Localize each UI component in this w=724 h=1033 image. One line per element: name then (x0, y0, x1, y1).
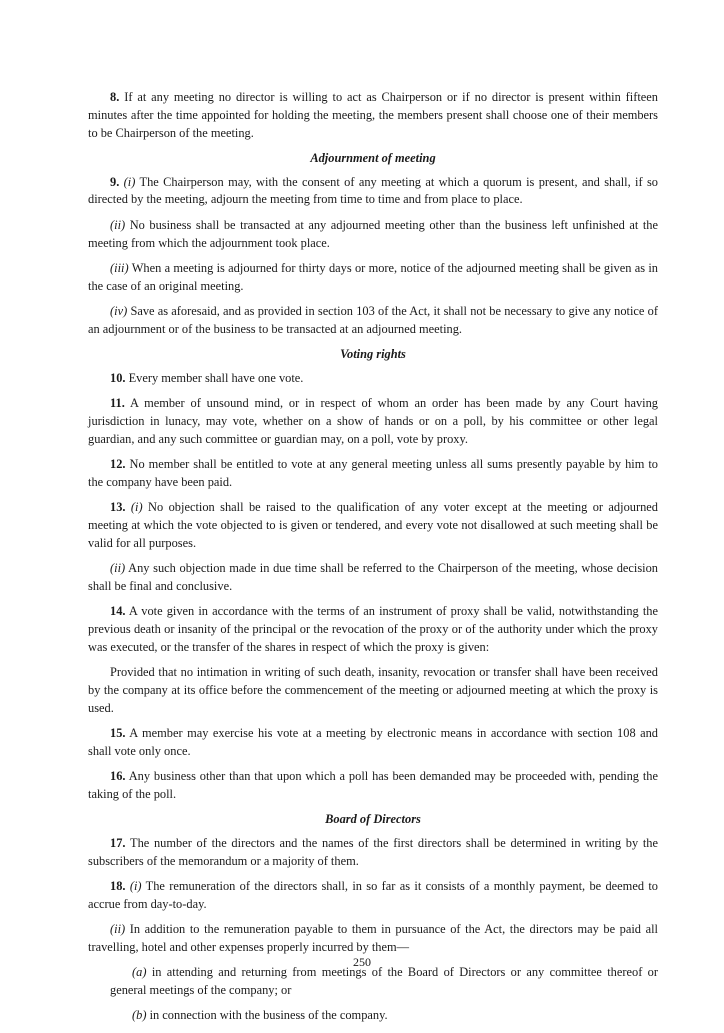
sub-clause-marker: (i) (129, 878, 142, 893)
clause-text: The Chairperson may, with the consent of any meeting at which a quorum is present, and shall, if so directed by the meeting, adjourn the meeting from time to time and from place to place. (88, 174, 659, 207)
clause-paragraph (88, 835, 658, 871)
clause-number: 15. (110, 725, 126, 740)
sub-clause-marker: (iv) (110, 303, 128, 318)
clause-number: 14. (110, 604, 126, 619)
clause-number: 8. (110, 90, 120, 104)
sub-clause-marker: (i) (130, 500, 143, 515)
sub-clause-marker: (ii) (110, 922, 126, 937)
clause-number: 12. (110, 457, 126, 472)
section-heading: Adjournment of meeting (310, 150, 436, 165)
clause-text: The number of the directors and the names of the first directors shall be determined in writing by the subscribers of the memorandum or a majority of them. (88, 835, 659, 868)
clause-number: 11. (110, 396, 125, 411)
clause-paragraph (88, 217, 658, 253)
clause-number: 17. (110, 835, 126, 850)
clause-paragraph (88, 456, 658, 492)
clause-paragraph (88, 260, 658, 296)
clause-number: 18. (110, 878, 126, 893)
clause-text: Every member shall have one vote. (128, 370, 304, 385)
clause-paragraph (88, 174, 658, 210)
clause-text: A vote given in accordance with the terms of an instrument of proxy shall be valid, notwithstanding the previous death or insanity of the principal or the revocation of the proxy or of the authority under which the proxy was executed, or the transfer of the shares in respect of which the proxy is given: (88, 604, 658, 654)
clause-text: A member of unsound mind, or in respect of whom an order has been made by any Court having jurisdiction in lunacy, may vote, whether on a show of hands or on a poll, by his committee or other legal guardian, and any such committee or guardian may, on a poll, vote by proxy. (88, 396, 658, 446)
clause-number: 16. (110, 769, 126, 783)
sub-clause-marker: (a) (132, 965, 147, 980)
clause-text: in connection with the business of the company. (149, 1008, 388, 1023)
clause-paragraph (88, 89, 658, 142)
clause-paragraph (88, 395, 658, 448)
clause-text: Save as aforesaid, and as provided in section 103 of the Act, it shall not be necessary to give any notice of an adjournment or of the business to be transacted at an adjourned meeting. (88, 303, 658, 336)
clause-paragraph (88, 664, 658, 717)
clause-text: If at any meeting no director is willing to act as Chairperson or if no director is present within fifteen minutes after the time appointed for holding the meeting, the members present shall choose one of their members to be Chairperson of the meeting. (88, 90, 658, 140)
document-body (88, 89, 658, 1033)
clause-text: in attending and returning from meetings of the Board of Directors or any committee thereof or general meetings of the company; or (110, 965, 658, 997)
clause-text: No objection shall be raised to the qualification of any voter except at the meeting or adjourned meeting at which the vote objected to is given or tendered, and every vote not disallowed at such meeting shall be valid for all purposes. (88, 500, 658, 550)
clause-paragraph (88, 603, 658, 656)
clause-paragraph (88, 725, 658, 761)
clause-text: No member shall be entitled to vote at any general meeting unless all sums presently payable by him to the company have been paid. (88, 457, 658, 489)
clause-number: 10. (110, 370, 126, 385)
sub-clause (88, 1007, 658, 1025)
page-number: 250 (353, 955, 371, 969)
clause-paragraph (88, 303, 658, 339)
sub-clause-marker: (ii) (110, 561, 126, 576)
clause-number: 9. (110, 174, 120, 189)
sub-clause-marker: (b) (132, 1008, 147, 1023)
clause-text: When a meeting is adjourned for thirty days or more, notice of the adjourned meeting shall be given as in the case of an original meeting. (88, 260, 658, 293)
clause-text: Any business other than that upon which a poll has been demanded may be proceeded with, pending the taking of the poll. (88, 769, 658, 801)
clause-text: Any such objection made in due time shall be referred to the Chairperson of the meeting, whose decision shall be final and conclusive. (88, 561, 658, 593)
clause-text: A member may exercise his vote at a meeting by electronic means in accordance with section 108 and shall vote only once. (88, 725, 659, 758)
clause-paragraph (88, 560, 658, 596)
clause-text: In addition to the remuneration payable to them in pursuance of the Act, the directors may be paid all travelling, hotel and other expenses properly incurred by them— (88, 922, 658, 954)
clause-number: 13. (110, 500, 126, 515)
sub-clause-marker: (ii) (110, 217, 126, 232)
clause-paragraph (88, 768, 658, 804)
clause-paragraph (88, 370, 658, 388)
clause-text: The remuneration of the directors shall, in so far as it consists of a monthly payment, be deemed to accrue from day-to-day. (88, 878, 658, 911)
section-heading: Board of Directors (325, 812, 421, 827)
clause-paragraph (88, 921, 658, 957)
clause-text: No business shall be transacted at any adjourned meeting other than the business left unfinished at the meeting from which the adjournment took place. (88, 217, 658, 250)
sub-clause-marker: (iii) (110, 260, 129, 275)
clause-paragraph (88, 878, 658, 914)
sub-clause-marker: (i) (123, 174, 136, 189)
section-heading: Voting rights (340, 347, 406, 362)
clause-text: Provided that no intimation in writing of such death, insanity, revocation or transfer shall have been received by the company at its office before the commencement of the meeting or adjourned meeting at which the proxy is used. (88, 665, 658, 715)
clause-paragraph (88, 499, 658, 552)
